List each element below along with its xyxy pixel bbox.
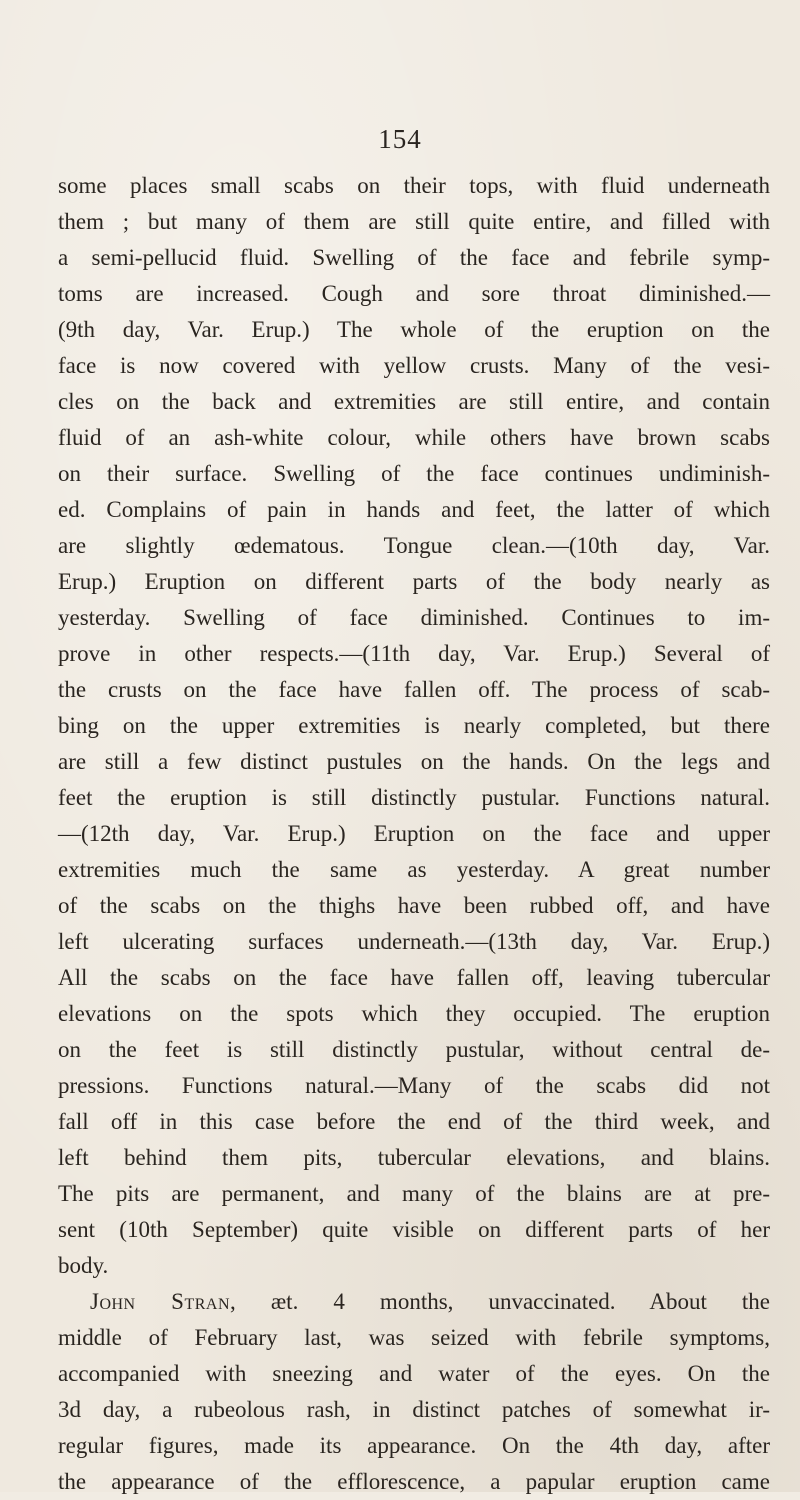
text-line: are slightly œdematous. Tongue clean.—(10th day, Var. xyxy=(58,533,770,558)
text-line: of the scabs on the thighs have been rubbed off, and have xyxy=(58,893,770,918)
text-line: a semi-pellucid fluid. Swelling of the face and febrile symp- xyxy=(58,245,770,270)
text-line: them ; but many of them are still quite entire, and filled with xyxy=(58,209,770,234)
patient-name: John Stran xyxy=(90,1289,231,1314)
text-line: yesterday. Swelling of face diminished. Continues to im- xyxy=(58,605,770,630)
text-line: sent (10th September) quite visible on different parts of her xyxy=(58,1217,770,1242)
page-number: 154 xyxy=(378,124,422,154)
text-line: middle of February last, was seized with febrile symptoms, xyxy=(58,1325,770,1350)
text-line: some places small scabs on their tops, with fluid underneath xyxy=(58,173,770,198)
text-line: prove in other respects.—(11th day, Var. Erup.) Several of xyxy=(58,641,770,666)
text-line: toms are increased. Cough and sore throat diminished.— xyxy=(58,281,770,306)
text-line: cles on the back and extremities are still entire, and contain xyxy=(58,389,770,414)
text-line: left ulcerating surfaces underneath.—(13th day, Var. Erup.) xyxy=(58,929,770,954)
text-line: bing on the upper extremities is nearly completed, but there xyxy=(58,713,770,738)
text-line: regular figures, made its appearance. On the 4th day, after xyxy=(58,1433,770,1458)
text-line: the appearance of the efflorescence, a papular eruption came xyxy=(58,1469,770,1494)
text-line: feet the eruption is still distinctly pustular. Functions natural. xyxy=(58,785,770,810)
text-line: the crusts on the face have fallen off. The process of scab- xyxy=(58,677,770,702)
text-line: body. xyxy=(58,1253,109,1278)
text-line: left behind them pits, tubercular elevations, and blains. xyxy=(58,1145,770,1170)
text-line: 3d day, a rubeolous rash, in distinct patches of somewhat ir- xyxy=(58,1397,770,1422)
text-line: elevations on the spots which they occupied. The eruption xyxy=(58,1001,770,1026)
text-line: The pits are permanent, and many of the blains are at pre- xyxy=(58,1181,770,1206)
text-line: —(12th day, Var. Erup.) Eruption on the face and upper xyxy=(58,821,770,846)
text-line: fluid of an ash-white colour, while others have brown scabs xyxy=(58,425,770,450)
text-line: (9th day, Var. Erup.) The whole of the eruption on the xyxy=(58,317,770,342)
text-line: face is now covered with yellow crusts. Many of the vesi- xyxy=(58,353,770,378)
text-line: on the feet is still distinctly pustular, without central de- xyxy=(58,1037,770,1062)
text-line: Erup.) Eruption on different parts of the body nearly as xyxy=(58,569,770,594)
body-text xyxy=(58,168,770,1500)
text-line: on their surface. Swelling of the face continues undiminish- xyxy=(58,461,770,486)
paragraph-start-line xyxy=(58,1284,770,1320)
text-line: accompanied with sneezing and water of the eyes. On the xyxy=(58,1361,770,1386)
text-line: pressions. Functions natural.—Many of the scabs did not xyxy=(58,1073,770,1098)
text-line: fall off in this case before the end of the third week, and xyxy=(58,1109,770,1134)
text-line: ed. Complains of pain in hands and feet, the latter of which xyxy=(58,497,770,522)
text-line: extremities much the same as yesterday. A great number xyxy=(58,857,770,882)
text-line-fragment: , æt. 4 months, unvaccinated. About the xyxy=(230,1289,770,1314)
text-line: are still a few distinct pustules on the hands. On the legs and xyxy=(58,749,770,774)
text-line: All the scabs on the face have fallen off, leaving tubercular xyxy=(58,965,770,990)
